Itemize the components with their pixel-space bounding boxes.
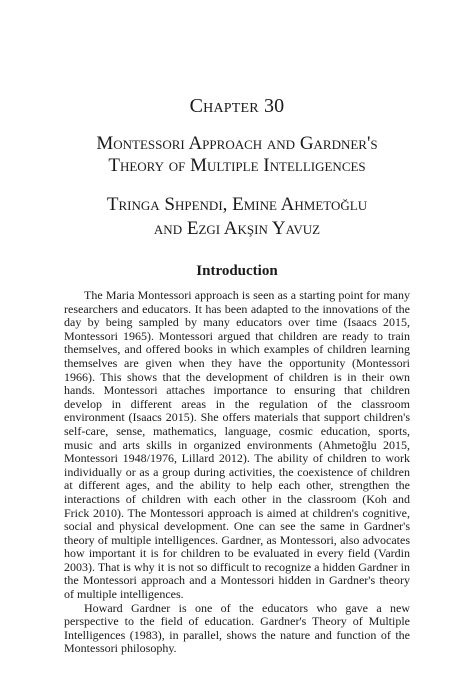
chapter-number: Chapter 30	[189, 95, 285, 117]
chapter-title	[40, 133, 434, 177]
chapter-title-line-1: Montessori Approach and Gardner's	[96, 133, 378, 154]
authors	[40, 193, 434, 241]
body-text	[64, 289, 410, 656]
authors-line-1: Tringa Shpendi, Emine Ahmetoğlu	[106, 194, 368, 215]
paragraph: Howard Gardner is one of the educators who gave a new perspective to the field of education. Gardner's Theory of Multiple Intelligences (1983), in parallel, shows the nature and function of the Montessori philosophy.	[64, 600, 410, 656]
section-heading: Introduction	[196, 263, 278, 279]
authors-line-2: and Ezgi Akşin Yavuz	[153, 218, 321, 239]
paragraph: The Maria Montessori approach is seen as a starting point for many researchers and educators. It has been adapted to the innovations of the day by being sampled by many educators over time (Isaacs 2015, Montessori 1965). Montessori argued that children are ready to train themselves, and offered books in which examples of children learning themselves are given when they have the opportunity (Montessori 1966). This shows that the development of children is in their own hands. Montessori attaches importance to ensuring that children develop in different areas in the regulation of the classroom environment (Isaacs 2015). She offers materials that support children's self-care, sense, mathematics, language, cosmic education, sports, music and arts skills in organized environments (Ahmetoğlu 2015, Montessori 1948/1976, Lillard 2012). The ability of children to work individually or as a group during activities, the coexistence of children at different ages, and the ability to help each other, strengthen the interactions of children with each other in the classroom (Koh and Frick 2010). The Montessori approach is aimed at children's cognitive, social and physical development. One can see the same in Gardner's theory of multiple intelligences. Gardner, as Montessori, also advocates how important it is for children to be evaluated in every field (Vardin 2003). That is why it is not so difficult to recognize a hidden Gardner in the Montessori approach and a Montessori hidden in Gardner's theory of multiple intelligences.	[64, 288, 410, 602]
chapter-title-line-2: Theory of Multiple Intelligences	[108, 155, 366, 176]
